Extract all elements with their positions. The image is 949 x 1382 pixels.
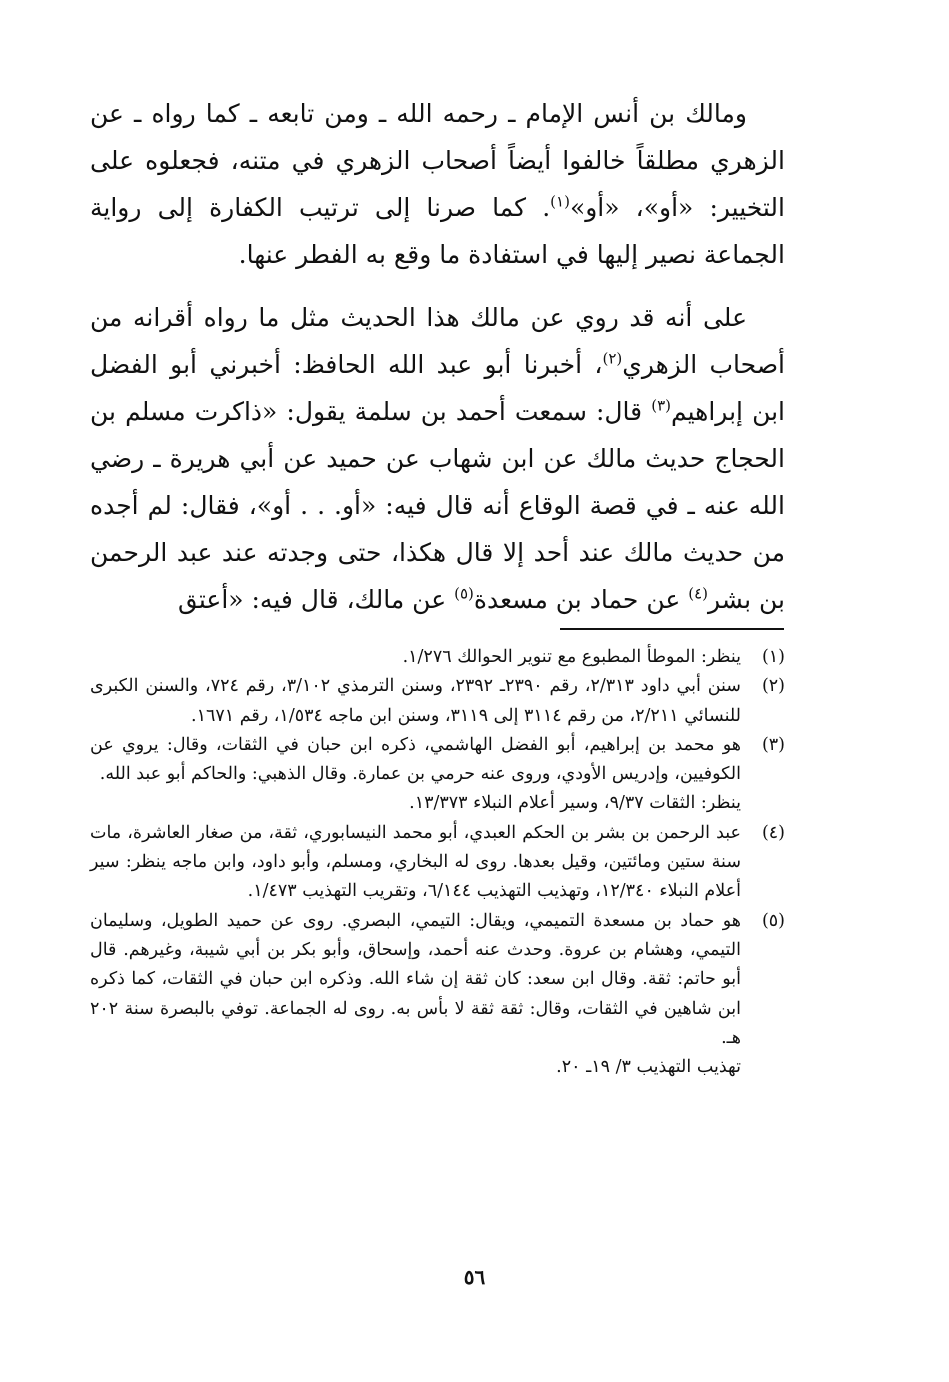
footnote-3 [90,731,785,819]
footnote-ref-5: (٥) [454,584,474,603]
footnote-number: (٥) [761,910,785,931]
footnote-text: عبد الرحمن بن بشر بن الحكم العبدي، أبو محمد النيسابوري، ثقة، من صغار العاشرة، مات سنة ستين ومائتين، وقيل بعدها. روى له البخاري، ومسلم، وأبو داود، وابن ماجه ينظر: سير أعلام النبلاء ١٢/٣٤٠، وتهذيب التهذيب ٦/١٤٤، وتقريب التهذيب ١/٤٧٣. [90,822,741,902]
main-text [90,90,785,623]
footnote-1 [90,643,785,672]
footnote-text: ينظر: الموطأ المطبوع مع تنوير الحوالك ١/٢٧٦. [402,647,741,667]
page-number: ٥٦ [463,1265,486,1289]
paragraph-2-part-1: على أنه قد روي عن مالك هذا الحديث مثل ما رواه أقرانه من أصحاب الزهري [90,303,785,379]
paragraph-1-part-2: . كما صرنا إلى ترتيب الكفارة إلى رواية الجماعة نصير إليها في استفادة ما وقع به الفطر عنها. [90,193,785,269]
footnotes [90,643,785,1082]
footnote-text: سنن أبي داود ٢/٣١٣، رقم ٢٣٩٠ـ ٢٣٩٢، وسنن الترمذي ٣/١٠٢، رقم ٧٢٤، والسنن الكبرى للنسائي ٢/٢١١، من رقم ٣١١٤ إلى ٣١١٩، وسنن ابن ماجه ١/٥٣٤، رقم ١٦٧١. [90,676,741,726]
paragraph-1 [90,90,785,278]
footnote-text: هو حماد بن مسعدة التميمي، ويقال: التيمي، البصري. روى عن حميد الطويل، وسليمان التيمي، وهشام بن عروة. وحدث عنه أحمد، وإسحاق، وأبو بكر بن أبي شيبة، وغيرهم. قال أبو حاتم: ثقة. وقال ابن سعد: كان ثقة إن شاء الله. وذكره ابن حبان في الثقات، كما ذكره ابن شاهين في الثقات، وقال: ثقة ثقة لا بأس به. روى له الجماعة. توفي بالبصرة سنة ٢٠٢ هـ. [90,910,741,1048]
paragraph-2-part-5: عن مالك، قال فيه: «أعتق [178,585,455,614]
footnote-text: هو محمد بن إبراهيم، أبو الفضل الهاشمي، ذكره ابن حبان في الثقات، وقال: يروي عن الكوفيين، وإدريس الأودي، وروى عنه حرمي بن عمارة. وقال الذهبي: والحاكم أبو عبد الله. [90,734,741,785]
footnote-ref-3: (٣) [651,396,671,415]
footnote-ref-4: (٤) [688,584,708,603]
footnote-reference: ينظر: الثقات ٩/٣٧، وسير أعلام النبلاء ١٣/٣٧٣. [409,793,741,814]
footnote-number: (٢) [761,676,785,697]
footnote-4 [90,819,785,907]
footnote-separator [560,628,784,630]
footnote-5 [90,907,785,1083]
footnote-number: (٤) [761,822,785,843]
footnote-ref-2: (٢) [602,349,623,368]
paragraph-2-part-3: قال: سمعت أحمد بن سلمة يقول: «ذاكرت مسلم بن الحجاج حديث مالك عن ابن شهاب عن حميد عن أبي هريرة ـ رضي الله عنه ـ في قصة الوقاع أنه قال فيه: «أو. . . أو»، فقال: لم أجده من حديث مالك عند أحد إلا قال هكذا، حتى وجدته عند عبد الرحمن بن بشر [90,397,785,614]
paragraph-2-part-2: ، أخبرنا أبو عبد الله الحافظ: أخبرني أبو الفضل ابن إبراهيم [90,350,786,426]
paragraph-2-part-4: عن حماد بن مسعدة [473,585,689,614]
footnote-2 [90,672,785,731]
footnote-ref-1: (١) [550,192,570,211]
footnote-number: (١) [761,647,785,667]
footnote-number: (٣) [761,734,785,755]
footnote-reference: تهذيب التهذيب ٣/ ١٩ـ ٢٠. [556,1057,741,1078]
paragraph-2 [90,294,785,623]
paragraph-1-part-1: ومالك بن أنس الإمام ـ رحمه الله ـ ومن تابعه ـ كما رواه ـ عن الزهري مطلقاً خالفوا أيضاً أصحاب الزهري في متنه، فجعلوه على التخيير: «أو»، «أو» [90,99,785,222]
